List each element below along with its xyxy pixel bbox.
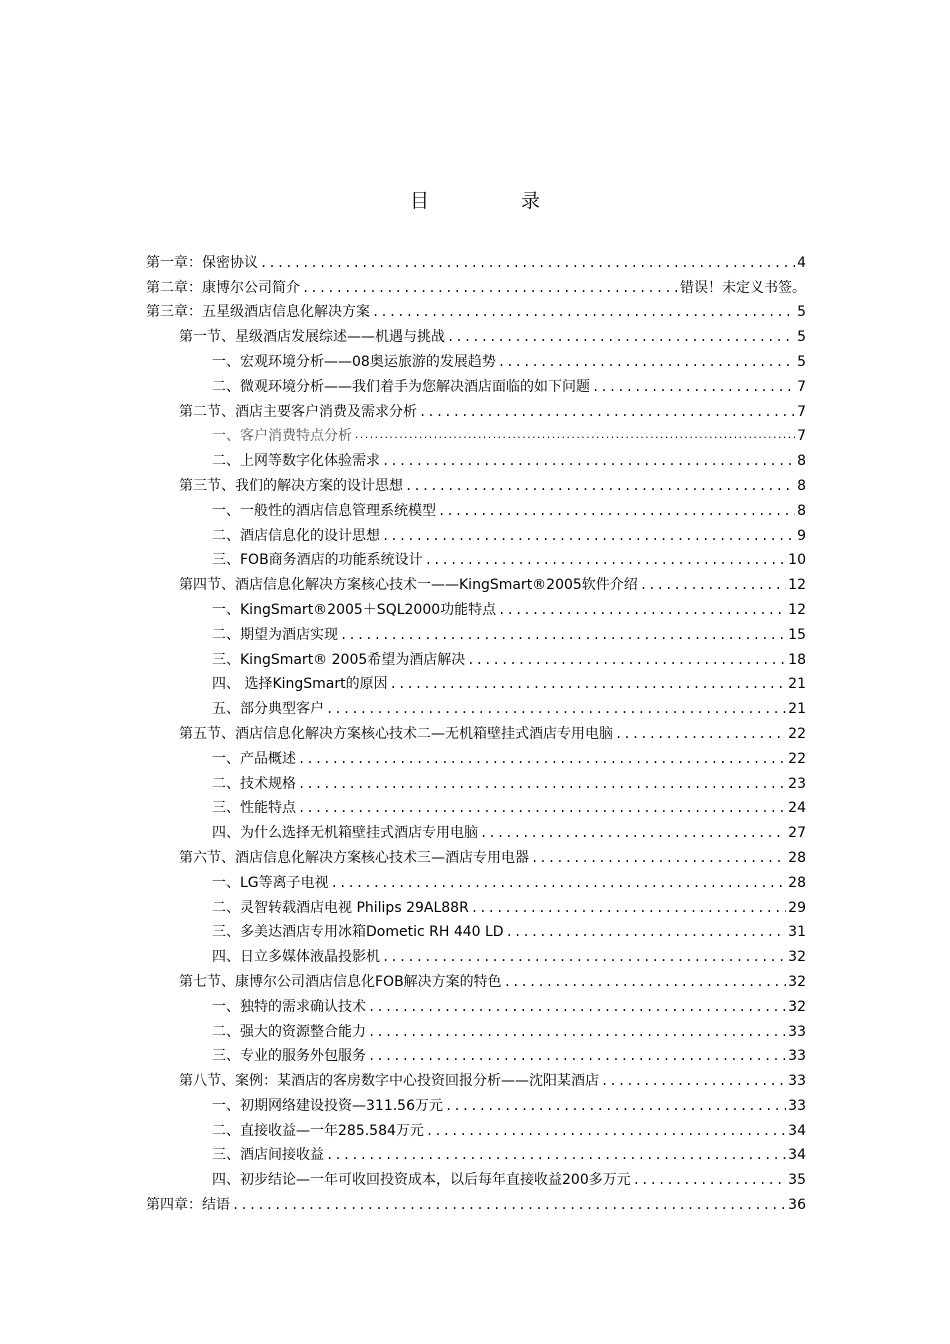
toc-entry-page: 15 bbox=[788, 626, 806, 643]
toc-entry-title: 第一节、星级酒店发展综述——机遇与挑战 bbox=[179, 329, 445, 346]
toc-entry-page: 33 bbox=[788, 1073, 806, 1090]
toc-entry[interactable] bbox=[146, 1090, 806, 1115]
dot-leader bbox=[419, 403, 795, 421]
dot-leader bbox=[302, 279, 678, 297]
toc-entry-page: 4 bbox=[797, 254, 806, 271]
dot-leader bbox=[506, 923, 787, 941]
toc-heading bbox=[0, 186, 950, 213]
toc-entry-page: 24 bbox=[788, 800, 806, 817]
toc-heading-left: 目 bbox=[409, 190, 429, 212]
dot-leader bbox=[298, 799, 786, 817]
toc-entry-page: 31 bbox=[788, 924, 806, 941]
toc-entry-title: 第四节、酒店信息化解决方案核心技术一——KingSmart®2005软件介绍 bbox=[179, 577, 638, 594]
toc-entry[interactable] bbox=[146, 1115, 806, 1140]
toc-entry[interactable] bbox=[146, 1016, 806, 1041]
dot-leader bbox=[298, 750, 786, 768]
toc-entry-page: 33 bbox=[788, 1023, 806, 1040]
dot-leader bbox=[298, 775, 786, 793]
toc-entry-title: 五、部分典型客户 bbox=[212, 701, 324, 718]
toc-entry-page: 28 bbox=[788, 849, 806, 866]
toc-entry[interactable] bbox=[146, 371, 806, 396]
toc-entry-page: 22 bbox=[788, 750, 806, 767]
dot-leader bbox=[480, 824, 786, 842]
dot-leader bbox=[390, 675, 787, 693]
toc-entry-page: 5 bbox=[797, 353, 806, 370]
toc-entry-title: 二、强大的资源整合能力 bbox=[212, 1023, 366, 1040]
dot-leader bbox=[326, 1146, 786, 1164]
toc-entry-page: 9 bbox=[797, 527, 806, 544]
toc-entry-page: 8 bbox=[797, 502, 806, 519]
toc-entry-title: 三、专业的服务外包服务 bbox=[212, 1048, 366, 1065]
toc-entry[interactable] bbox=[146, 495, 806, 520]
toc-entry-title: 第二节、酒店主要客户消费及需求分析 bbox=[179, 403, 417, 420]
dot-leader bbox=[372, 303, 795, 321]
toc-entry-title: 第六节、酒店信息化解决方案核心技术三—酒店专用电器 bbox=[179, 849, 529, 866]
toc-entry[interactable] bbox=[146, 718, 806, 743]
toc-entry[interactable] bbox=[146, 545, 806, 570]
toc-entry-page: 28 bbox=[788, 874, 806, 891]
dot-leader bbox=[467, 651, 786, 669]
toc-entry-page: 12 bbox=[788, 577, 806, 594]
toc-entry-page: 34 bbox=[788, 1147, 806, 1164]
toc-entry[interactable] bbox=[146, 470, 806, 495]
toc-entry[interactable] bbox=[146, 991, 806, 1016]
toc-entry-title: 第二章：康博尔公司简介 bbox=[146, 279, 300, 296]
toc-entry-title: 一、一般性的酒店信息管理系统模型 bbox=[212, 502, 436, 519]
toc-entry[interactable] bbox=[146, 421, 806, 446]
toc-entry[interactable] bbox=[146, 793, 806, 818]
dot-leader bbox=[368, 1023, 786, 1041]
toc-entry-title: 第一章：保密协议 bbox=[146, 254, 258, 271]
toc-entry[interactable] bbox=[146, 1041, 806, 1066]
toc-entry[interactable] bbox=[146, 867, 806, 892]
toc-entry-title: 三、多美达酒店专用冰箱Dometic RH 440 LD bbox=[212, 924, 504, 941]
dot-leader bbox=[498, 601, 786, 619]
dot-leader bbox=[425, 551, 786, 569]
toc-entry-page: 36 bbox=[788, 1197, 806, 1214]
toc-entry[interactable] bbox=[146, 594, 806, 619]
toc-entry-title: 四、日立多媒体液晶投影机 bbox=[212, 949, 380, 966]
toc-heading-right: 录 bbox=[521, 190, 541, 212]
dot-leader bbox=[382, 527, 795, 545]
toc-entry[interactable] bbox=[146, 966, 806, 991]
toc-entry[interactable] bbox=[146, 569, 806, 594]
toc-entry-title: 二、酒店信息化的设计思想 bbox=[212, 527, 380, 544]
toc-entry-title: 二、上网等数字化体验需求 bbox=[212, 453, 380, 470]
toc-entry-page: 18 bbox=[788, 651, 806, 668]
toc-entry[interactable] bbox=[146, 272, 806, 297]
dot-leader bbox=[592, 378, 795, 396]
toc-entry-page: 34 bbox=[788, 1122, 806, 1139]
toc-entry[interactable] bbox=[146, 297, 806, 322]
toc-entry[interactable] bbox=[146, 619, 806, 644]
toc-entry-title: 一、初期网络建设投资—311.56万元 bbox=[212, 1097, 443, 1114]
dot-leader bbox=[601, 1072, 786, 1090]
dot-leader bbox=[331, 874, 787, 892]
toc-entry[interactable] bbox=[146, 445, 806, 470]
toc-entry[interactable] bbox=[146, 1065, 806, 1090]
toc-entry[interactable] bbox=[146, 768, 806, 793]
dot-leader bbox=[498, 353, 795, 371]
dot-leader bbox=[382, 452, 795, 470]
toc-entry[interactable] bbox=[146, 817, 806, 842]
toc-entry-page: 7 bbox=[797, 403, 806, 420]
toc-entry-page: 错误！未定义书签。 bbox=[680, 279, 806, 296]
toc-entry[interactable] bbox=[146, 644, 806, 669]
toc-entry-page: 32 bbox=[788, 973, 806, 990]
toc-entry-title: 第三章：五星级酒店信息化解决方案 bbox=[146, 304, 370, 321]
toc-entry-title: 一、宏观环境分析——08奥运旅游的发展趋势 bbox=[212, 353, 496, 370]
toc-entry-page: 35 bbox=[788, 1172, 806, 1189]
dot-leader bbox=[438, 502, 795, 520]
dot-leader bbox=[368, 998, 786, 1016]
toc-entry-title: 一、客户消费特点分析 bbox=[212, 428, 352, 445]
toc-entry[interactable] bbox=[146, 669, 806, 694]
table-of-contents bbox=[146, 247, 806, 1214]
toc-entry[interactable] bbox=[146, 842, 806, 867]
dot-leader bbox=[447, 328, 795, 346]
toc-entry[interactable] bbox=[146, 1189, 806, 1214]
toc-entry-title: 第四章：结语 bbox=[146, 1197, 230, 1214]
toc-entry-title: 三、KingSmart® 2005希望为酒店解决 bbox=[212, 651, 466, 668]
toc-entry-page: 23 bbox=[788, 775, 806, 792]
toc-entry-title: 三、酒店间接收益 bbox=[212, 1147, 324, 1164]
toc-entry[interactable] bbox=[146, 693, 806, 718]
dot-leader bbox=[615, 725, 786, 743]
toc-entry[interactable] bbox=[146, 247, 806, 272]
toc-entry-title: 四、初步结论—一年可收回投资成本，以后每年直接收益200多万元 bbox=[212, 1172, 631, 1189]
dot-leader bbox=[368, 1047, 786, 1065]
toc-entry-page: 32 bbox=[788, 998, 806, 1015]
toc-entry-page: 32 bbox=[788, 949, 806, 966]
toc-entry-page: 7 bbox=[797, 428, 806, 445]
dot-leader bbox=[531, 849, 786, 867]
toc-entry-title: 一、产品概述 bbox=[212, 750, 296, 767]
toc-entry-title: 二、期望为酒店实现 bbox=[212, 626, 338, 643]
toc-entry-page: 12 bbox=[788, 601, 806, 618]
toc-entry-title: 一、独特的需求确认技术 bbox=[212, 998, 366, 1015]
toc-entry-title: 第五节、酒店信息化解决方案核心技术二—无机箱壁挂式酒店专用电脑 bbox=[179, 725, 613, 742]
toc-entry-title: 四、为什么选择无机箱壁挂式酒店专用电脑 bbox=[212, 825, 478, 842]
dot-leader bbox=[382, 948, 786, 966]
toc-entry-title: 二、微观环境分析——我们着手为您解决酒店面临的如下问题 bbox=[212, 378, 590, 395]
toc-entry-title: 第三节、我们的解决方案的设计思想 bbox=[179, 477, 403, 494]
toc-entry-page: 5 bbox=[797, 329, 806, 346]
dot-leader bbox=[232, 1196, 786, 1214]
toc-entry-title: 第八节、案例：某酒店的客房数字中心投资回报分析——沈阳某酒店 bbox=[179, 1073, 599, 1090]
toc-entry-page: 8 bbox=[797, 453, 806, 470]
toc-entry-page: 5 bbox=[797, 304, 806, 321]
toc-entry-page: 21 bbox=[788, 676, 806, 693]
toc-entry-page: 8 bbox=[797, 477, 806, 494]
dot-leader bbox=[640, 576, 786, 594]
dot-leader bbox=[354, 427, 795, 445]
dot-leader bbox=[260, 254, 795, 272]
toc-entry-page: 29 bbox=[788, 899, 806, 916]
toc-entry-title: 四、 选择KingSmart的原因 bbox=[212, 676, 388, 693]
toc-entry-page: 22 bbox=[788, 725, 806, 742]
toc-entry-page: 27 bbox=[788, 825, 806, 842]
toc-entry[interactable] bbox=[146, 520, 806, 545]
toc-entry[interactable] bbox=[146, 346, 806, 371]
dot-leader bbox=[326, 700, 786, 718]
dot-leader bbox=[471, 899, 786, 917]
toc-entry-page: 33 bbox=[788, 1097, 806, 1114]
toc-entry-title: 第七节、康博尔公司酒店信息化FOB解决方案的特色 bbox=[179, 973, 502, 990]
toc-entry-title: 一、LG等离子电视 bbox=[212, 874, 329, 891]
toc-entry-title: 二、直接收益—一年285.584万元 bbox=[212, 1122, 424, 1139]
toc-entry-page: 21 bbox=[788, 701, 806, 718]
toc-entry-page: 33 bbox=[788, 1048, 806, 1065]
dot-leader bbox=[340, 626, 786, 644]
toc-entry-title: 三、FOB商务酒店的功能系统设计 bbox=[212, 552, 423, 569]
dot-leader bbox=[633, 1171, 786, 1189]
toc-entry[interactable] bbox=[146, 917, 806, 942]
toc-entry-title: 一、KingSmart®2005＋SQL2000功能特点 bbox=[212, 601, 497, 618]
dot-leader bbox=[445, 1097, 786, 1115]
dot-leader bbox=[426, 1122, 786, 1140]
toc-entry[interactable] bbox=[146, 1164, 806, 1189]
toc-entry[interactable] bbox=[146, 321, 806, 346]
toc-entry[interactable] bbox=[146, 1140, 806, 1165]
toc-entry-page: 7 bbox=[797, 378, 806, 395]
toc-entry[interactable] bbox=[146, 941, 806, 966]
toc-entry-page: 10 bbox=[788, 552, 806, 569]
toc-entry-title: 二、灵智转载酒店电视 Philips 29AL88R bbox=[212, 899, 469, 916]
toc-entry-title: 三、性能特点 bbox=[212, 800, 296, 817]
toc-entry[interactable] bbox=[146, 892, 806, 917]
toc-entry[interactable] bbox=[146, 743, 806, 768]
dot-leader bbox=[405, 477, 795, 495]
toc-entry[interactable] bbox=[146, 396, 806, 421]
dot-leader bbox=[504, 973, 786, 991]
toc-entry-title: 二、技术规格 bbox=[212, 775, 296, 792]
